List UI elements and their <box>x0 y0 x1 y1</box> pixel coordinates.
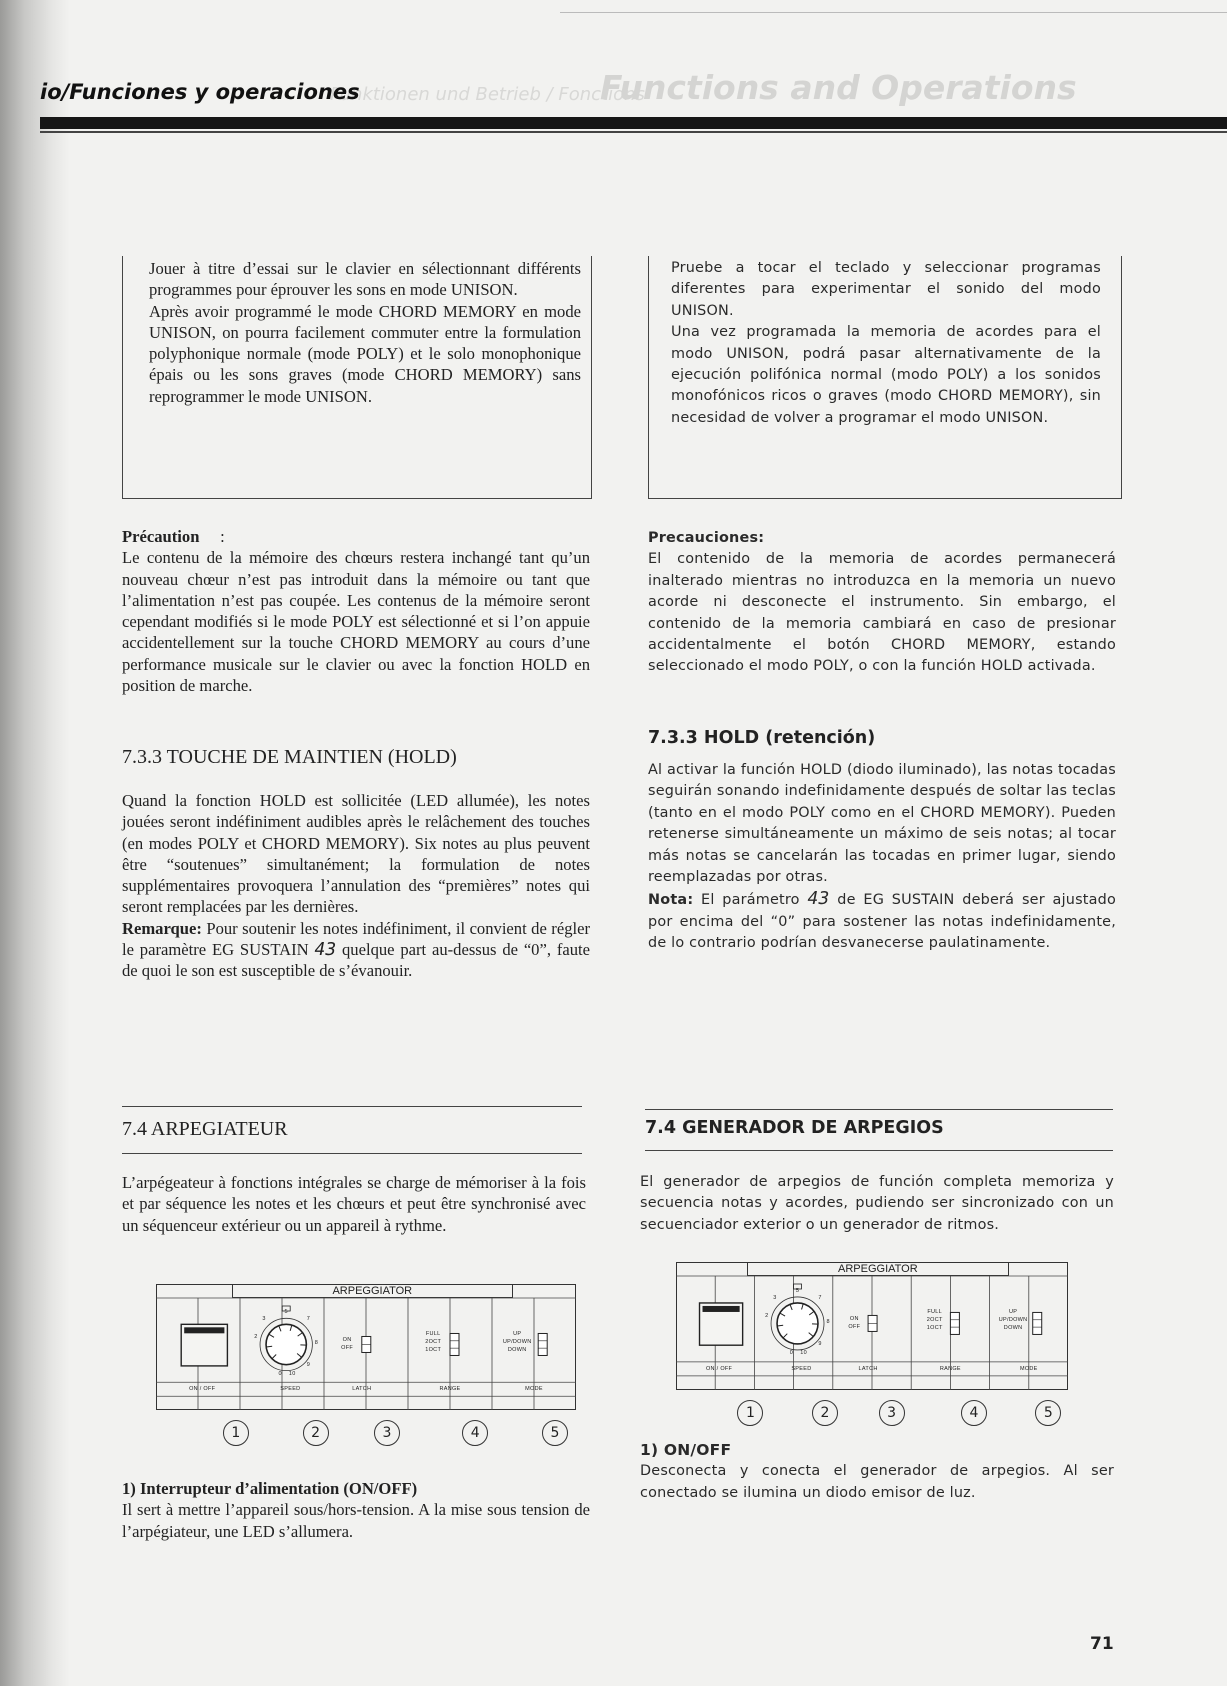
es-unison-box <box>648 256 1122 499</box>
es-label-3: RANGE <box>939 1365 961 1372</box>
page-number: 71 <box>1090 1634 1114 1654</box>
fr-note-label: Remarque: <box>122 918 202 938</box>
binding-shadow <box>0 0 70 1686</box>
fr-label-3: RANGE <box>439 1386 461 1393</box>
fr-hold-heading: 7.3.3 TOUCHE DE MAINTIEN (HOLD) <box>122 746 457 768</box>
fr-latch-option-0: ON <box>342 1336 352 1343</box>
fr-diagram-title: ARPEGGIATOR <box>232 1284 513 1298</box>
es-onoff-title: 1) ON/OFF <box>640 1441 732 1459</box>
fr-label-1: SPEED <box>280 1386 301 1393</box>
es-mode-option-2: DOWN <box>1003 1325 1023 1332</box>
fr-speed-label-2: 5 <box>284 1309 288 1316</box>
es-mode-switch <box>1033 1312 1042 1334</box>
fr-hold-text: Quand la fonction HOLD est sollicitée (LED allumée), les notes jouées seront indéfiniment audibles après le relâchement des touches (en modes POLY et CHORD MEMORY). Six notes au plus peuvent être “soutenues” simultanément; la formulation de notes supplémentaires provoquera l’annulation des “premières” notes qui seront remplacées par les dernières. <box>122 791 590 917</box>
es-callout-row <box>676 1400 1068 1428</box>
fr-box-paragraph-2: Après avoir programmé le mode CHORD MEMORY en mode UNISON, on pourra facilement commuter entre la formulation polyphonique normale (mode POLY) et le solo monophonique épais ou les sons graves (mode CHORD MEMORY) sans reprogrammer le mode UNISON. <box>149 301 581 406</box>
fr-hold-section <box>122 790 590 982</box>
header-bar-thin <box>40 131 1227 133</box>
es-arpeggiator-diagram <box>676 1262 1068 1390</box>
es-range-option-1: 2OCT <box>926 1317 943 1324</box>
es-speed-label-1: 3 <box>773 1294 777 1301</box>
es-note-param: 43 <box>807 888 830 910</box>
es-speed-label-7: 0 <box>789 1350 794 1357</box>
es-range-switch <box>950 1312 959 1334</box>
es-range-option-2: 1OCT <box>926 1325 943 1332</box>
page-header <box>40 80 360 104</box>
es-label-4: MODE <box>1019 1365 1038 1372</box>
fr-onoff-title: 1) Interrupteur d’alimentation (ON/OFF) <box>122 1479 418 1498</box>
fr-note-before: Pour soutenir les notes indéfiniment, il convient de régler le paramètre EG SUSTAIN <box>122 918 590 960</box>
fr-label-4: MODE <box>525 1386 543 1393</box>
fr-callout-2: 2 <box>303 1420 329 1446</box>
fr-latch-option-1: OFF <box>341 1344 354 1351</box>
es-hold-note <box>648 888 1116 954</box>
fr-speed-label-6: 10 <box>288 1370 296 1377</box>
fr-label-2: LATCH <box>352 1386 372 1393</box>
es-diagram-title: ARPEGGIATOR <box>747 1262 1010 1276</box>
fr-speed-label-1: 3 <box>262 1316 266 1323</box>
fr-onoff <box>122 1478 590 1542</box>
fr-caution-title: Précaution <box>122 527 200 546</box>
es-note-label: Nota: <box>648 892 694 909</box>
es-label-1: SPEED <box>791 1365 812 1372</box>
es-onoff-text: Desconecta y conecta el generador de arpegios. Al ser conectado se ilumina un diodo emisor de luz. <box>640 1463 1114 1501</box>
fr-speed-label-5: 9 <box>306 1361 311 1368</box>
es-arp-rule-top <box>645 1109 1113 1110</box>
es-onoff <box>640 1440 1114 1504</box>
es-latch-option-1: OFF <box>848 1323 861 1330</box>
bleed-through-text-small: Funktionen und Betrieb / Fonctions <box>330 84 645 105</box>
fr-speed-label-3: 7 <box>306 1316 311 1323</box>
fr-caution-text: Le contenu de la mémoire des chœurs restera inchangé tant qu’un nouveau chœur n’est pas introduit dans la mémoire ou tant que l’alimentation n’est pas coupée. Les contenus de la mémoire seront cependant modifiés si le mode POLY est sélectionné et si l’on appuie accidentellement sur la touche CHORD MEMORY au cours d’une performance musicale sur le clavier ou avec la fonction HOLD en position de marche. <box>122 548 590 696</box>
fr-callout-row <box>156 1420 576 1448</box>
es-callout-3: 3 <box>879 1400 905 1426</box>
fr-label-0: ON / OFF <box>189 1386 216 1393</box>
es-speed-label-6: 10 <box>800 1350 808 1357</box>
es-box-paragraph-1: Pruebe a tocar el teclado y seleccionar programas diferentes para experimentar el sonido del modo UNISON. <box>671 260 1101 319</box>
fr-caution <box>122 526 590 696</box>
es-onoff-led <box>703 1306 740 1312</box>
es-latch-option-0: ON <box>849 1315 859 1322</box>
bleed-through-text: Functions and Operations <box>600 68 1077 107</box>
es-mode-option-1: UP/DOWN <box>998 1317 1028 1324</box>
es-speed-label-2: 5 <box>795 1287 800 1294</box>
fr-range-switch <box>450 1333 459 1355</box>
fr-speed-label-4: 8 <box>314 1340 319 1347</box>
es-speed-label-4: 8 <box>826 1319 830 1326</box>
fr-range-option-2: 1OCT <box>425 1346 442 1353</box>
fr-unison-box <box>122 256 592 499</box>
fr-mode-option-2: DOWN <box>507 1346 527 1353</box>
es-mode-option-0: UP <box>1008 1309 1018 1316</box>
fr-arp-rule-bottom <box>122 1153 582 1154</box>
fr-caution-colon: : <box>220 527 225 546</box>
fr-mode-option-0: UP <box>513 1330 522 1337</box>
fr-arpeggiator-diagram <box>156 1284 576 1410</box>
es-arp-heading: 7.4 GENERADOR DE ARPEGIOS <box>645 1118 944 1138</box>
fr-onoff-text: Il sert à mettre l’appareil sous/hors-tension. A la mise sous tension de l’arpégiateur, une LED s’allumera. <box>122 1500 590 1541</box>
top-edge-line <box>560 12 1227 13</box>
es-callout-2: 2 <box>812 1400 838 1426</box>
es-hold-section <box>648 760 1116 955</box>
es-box-paragraph-2: Una vez programada la memoria de acordes para el modo UNISON, podrá pasar alternativamente de la ejecución polifónica normal (modo POLY) a los sonidos monofónicos ricos o graves (modo CHORD MEMORY), sin necesidad de volver a programar el modo UNISON. <box>671 324 1101 426</box>
header-bar <box>40 117 1227 129</box>
es-callout-1: 1 <box>737 1400 763 1426</box>
fr-callout-4: 4 <box>462 1420 488 1446</box>
fr-mode-option-1: UP/DOWN <box>502 1338 532 1345</box>
fr-arp-text: L’arpégeateur à fonctions intégrales se charge de mémoriser à la fois et par séquence les notes et les chœurs et peut être synchronisé avec un séquenceur extérieur ou un appareil à rythme. <box>122 1173 586 1235</box>
fr-note-param: 43 <box>314 939 337 961</box>
es-hold-heading: 7.3.3 HOLD (retención) <box>648 728 876 748</box>
fr-hold-note <box>122 918 590 982</box>
fr-range-option-0: FULL <box>425 1330 441 1337</box>
header-title: /Funciones y operaciones <box>61 80 360 104</box>
es-speed-label-5: 9 <box>818 1340 822 1347</box>
fr-arp-rule-top <box>122 1106 582 1107</box>
es-note-after: de EG SUSTAIN deberá ser ajustado por encima del “0” para sostener las notas indefinidamente, de lo contrario podrían desvanecerse paulatinamente. <box>648 892 1116 952</box>
fr-speed-label-0: 2 <box>254 1334 258 1341</box>
es-label-0: ON / OFF <box>705 1365 733 1372</box>
es-note-before: El parámetro <box>693 892 808 909</box>
es-callout-5: 5 <box>1035 1400 1061 1426</box>
fr-box-paragraph-1: Jouer à titre d’essai sur le clavier en sélectionnant différents programmes pour éprouver les sons en mode UNISON. <box>149 259 581 300</box>
es-label-2: LATCH <box>858 1365 878 1372</box>
header-prefix: io <box>40 80 62 104</box>
fr-mode-switch <box>538 1333 547 1355</box>
fr-arp-heading: 7.4 ARPEGIATEUR <box>122 1118 288 1140</box>
es-arp-rule-bottom <box>645 1150 1113 1151</box>
es-callout-4: 4 <box>961 1400 987 1426</box>
es-caution-text: El contenido de la memoria de acordes permanecerá inalterado mientras no introduzca en la memoria un nuevo acorde ni desconecte el instrumento. Sin embargo, el contenido de la memoria cambiará en caso de presionar accidentalmente el botón CHORD MEMORY, estando seleccionado el modo POLY, o con la función HOLD activada. <box>648 551 1116 675</box>
es-speed-label-0: 2 <box>765 1313 769 1320</box>
fr-callout-1: 1 <box>223 1420 249 1446</box>
fr-onoff-led <box>184 1327 224 1333</box>
es-hold-text: Al activar la función HOLD (diodo iluminado), las notas tocadas seguirán sonando indefinidamente después de soltar las teclas (tanto en el modo POLY como en el CHORD MEMORY). Pueden retenerse simultáneamente un máximo de seis notas; al tocar más notas se cancelarán las tocadas en primer lugar, siendo reemplazadas por otras. <box>648 762 1116 886</box>
fr-range-option-1: 2OCT <box>425 1338 442 1345</box>
es-caution-title: Precauciones: <box>648 530 765 546</box>
es-range-option-0: FULL <box>927 1309 943 1316</box>
fr-callout-3: 3 <box>374 1420 400 1446</box>
es-speed-label-3: 7 <box>818 1294 822 1301</box>
fr-callout-5: 5 <box>542 1420 568 1446</box>
es-arp-text: El generador de arpegios de función completa memoriza y secuencia notas y acordes, pudiendo ser sincronizado con un secuenciador exterior o un generador de ritmos. <box>640 1174 1114 1233</box>
fr-note-after: quelque part au-dessus de “0”, faute de quoi le son est susceptible de s’évanouir. <box>122 940 590 981</box>
fr-speed-label-7: 0 <box>278 1370 282 1377</box>
es-caution <box>648 528 1116 678</box>
